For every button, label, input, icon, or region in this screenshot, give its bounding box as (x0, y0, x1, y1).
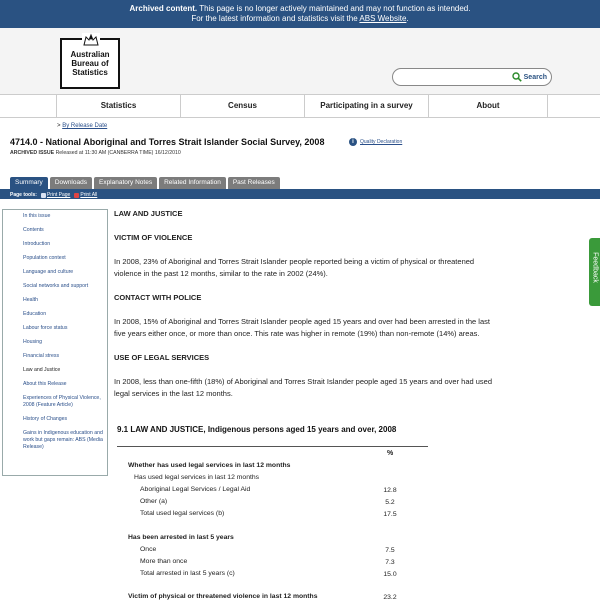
table-row-label: Total used legal services (b) (140, 510, 225, 517)
heading-law-justice: LAW AND JUSTICE (114, 209, 183, 218)
table-row-label: Has used legal services in last 12 months (134, 474, 260, 481)
tab-downloads[interactable]: Downloads (50, 177, 92, 189)
sidebar-item-history-changes[interactable]: History of Changes (23, 416, 68, 422)
sidebar-item-housing[interactable]: Housing (23, 339, 43, 345)
sidebar-item-health[interactable]: Health (23, 297, 38, 303)
sidebar-item-population-context[interactable]: Population context (23, 255, 66, 261)
table-row-label: Aboriginal Legal Services / Legal Aid (140, 486, 251, 493)
table-row-value: 7.5 (385, 547, 395, 554)
sidebar-item-media-release[interactable]: Gains in Indigenous education and work but gaps remain: ABS (Media Release) (23, 430, 103, 450)
logo-line3: Statistics (72, 68, 108, 77)
sidebar-item-financial-stress[interactable]: Financial stress (23, 353, 60, 359)
table-unit: % (387, 450, 394, 457)
heading-victim-violence: VICTIM OF VIOLENCE (114, 233, 193, 242)
table-row-label: Whether has used legal services in last 12 months (128, 462, 291, 469)
main-nav (0, 94, 600, 118)
tab-related-information[interactable]: Related Information (159, 177, 226, 189)
feedback-label: Feedback (591, 252, 599, 283)
table-title: 9.1 LAW AND JUSTICE, Indigenous persons aged 15 years and over, 2008 (117, 425, 397, 434)
breadcrumb-link[interactable]: By Release Date (62, 123, 108, 129)
sidebar-item-introduction[interactable]: Introduction (23, 241, 51, 247)
para-contact-police: In 2008, 15% of Aboriginal and Torres Strait Islander people aged 15 years and over had been arrested in the last five years either once, or more than once. This rate was higher in remote (19%) than non-remote (14%) areas. (114, 317, 490, 338)
page-tools-label: Page tools: (10, 192, 37, 198)
print-all-label: Print All (80, 192, 98, 198)
tab-past-releases[interactable]: Past Releases (228, 177, 280, 189)
search-box (392, 68, 552, 86)
banner-line2-post: . (406, 14, 409, 23)
sidebar-item-social-networks[interactable]: Social networks and support (23, 283, 89, 289)
page-title: 4714.0 - National Aboriginal and Torres Strait Islander Social Survey, 2008 (10, 137, 325, 147)
table-row-value: 15.0 (383, 571, 397, 578)
para-victim-violence: In 2008, 23% of Aboriginal and Torres Strait Islander people reported being a victim of physical or threatened violence in the past 12 months, similar to the rate in 2002 (24%). (114, 257, 475, 278)
table-row-value: 7.3 (385, 559, 395, 566)
table-row-value: 5.2 (385, 499, 395, 506)
print-page-link[interactable] (41, 191, 70, 199)
sidebar-item-labour-force[interactable]: Labour force status (23, 325, 68, 331)
banner-line1: This page is no longer actively maintained and may not function as intended. (199, 4, 471, 13)
table-row-value: 12.8 (383, 487, 397, 494)
logo-line2: Bureau of (71, 59, 109, 68)
logo-line1: Australian (70, 50, 110, 59)
sidebar-item-contents[interactable]: Contents (23, 227, 44, 233)
quality-declaration-link[interactable] (349, 138, 402, 146)
search-icon (512, 72, 522, 82)
table-row-label: Victim of physical or threatened violence in last 12 months (128, 593, 318, 600)
tab-bar (10, 177, 280, 189)
heading-legal-services: USE OF LEGAL SERVICES (114, 353, 210, 362)
abs-website-link[interactable]: ABS Website (359, 14, 407, 23)
breadcrumb (57, 123, 107, 129)
nav-about[interactable]: About (428, 95, 548, 117)
sidebar-item-education[interactable]: Education (23, 311, 47, 317)
sidebar-item-physical-violence[interactable]: Experiences of Physical Violence, 2008 (Feature Article) (23, 395, 101, 408)
heading-contact-police: CONTACT WITH POLICE (114, 293, 202, 302)
archive-banner (0, 0, 600, 28)
breadcrumb-prefix: > (57, 123, 61, 129)
search-button-label: Search (523, 73, 547, 81)
sidebar-item-in-this-issue[interactable]: In this issue (23, 213, 51, 219)
banner-line2-pre: For the latest information and statistics visit the (191, 14, 358, 23)
site-header (0, 28, 600, 94)
sidebar-item-about-release[interactable]: About this Release (23, 381, 67, 387)
table-row-value: 23.2 (383, 594, 397, 601)
nav-participating[interactable]: Participating in a survey (304, 95, 428, 117)
main-content (114, 208, 494, 400)
search-button[interactable] (512, 70, 547, 84)
print-all-link[interactable] (74, 191, 97, 199)
archived-notice (10, 150, 181, 156)
coat-of-arms-icon (82, 33, 100, 47)
table-row-label: More than once (140, 558, 188, 565)
pdf-icon (74, 193, 79, 198)
tab-summary[interactable]: Summary (10, 177, 48, 189)
archived-text: Released at 11:30 AM (CANBERRA TIME) 16/12/2010 (55, 150, 181, 156)
archived-label: ARCHIVED ISSUE (10, 150, 55, 156)
search-input[interactable] (399, 71, 509, 83)
nav-census[interactable]: Census (180, 95, 304, 117)
table-row-label: Once (140, 546, 157, 553)
sidebar (2, 209, 108, 476)
sidebar-item-law-justice: Law and Justice (23, 367, 61, 373)
info-icon: i (349, 138, 357, 146)
table-row-label: Has been arrested in last 5 years (128, 534, 234, 541)
print-page-label: Print Page (46, 192, 71, 198)
table-row-label: Total arrested in last 5 years (c) (140, 570, 235, 577)
quality-declaration-label: Quality Declaration (360, 139, 403, 145)
table-row-label: Other (a) (140, 498, 168, 505)
printer-icon (41, 193, 46, 198)
nav-statistics[interactable]: Statistics (56, 95, 180, 117)
sidebar-item-language-culture[interactable]: Language and culture (23, 269, 74, 275)
para-legal-services: In 2008, less than one-fifth (18%) of Aboriginal and Torres Strait Islander people aged 15 years and over had used legal services in the last 12 months. (114, 377, 493, 398)
table-rule (117, 446, 428, 447)
banner-strong: Archived content. (129, 4, 198, 13)
page-tools (0, 191, 600, 199)
feedback-tab[interactable] (589, 238, 600, 306)
tab-explanatory-notes[interactable]: Explanatory Notes (94, 177, 157, 189)
table-row-value: 17.5 (383, 511, 397, 518)
abs-logo[interactable] (60, 38, 120, 89)
